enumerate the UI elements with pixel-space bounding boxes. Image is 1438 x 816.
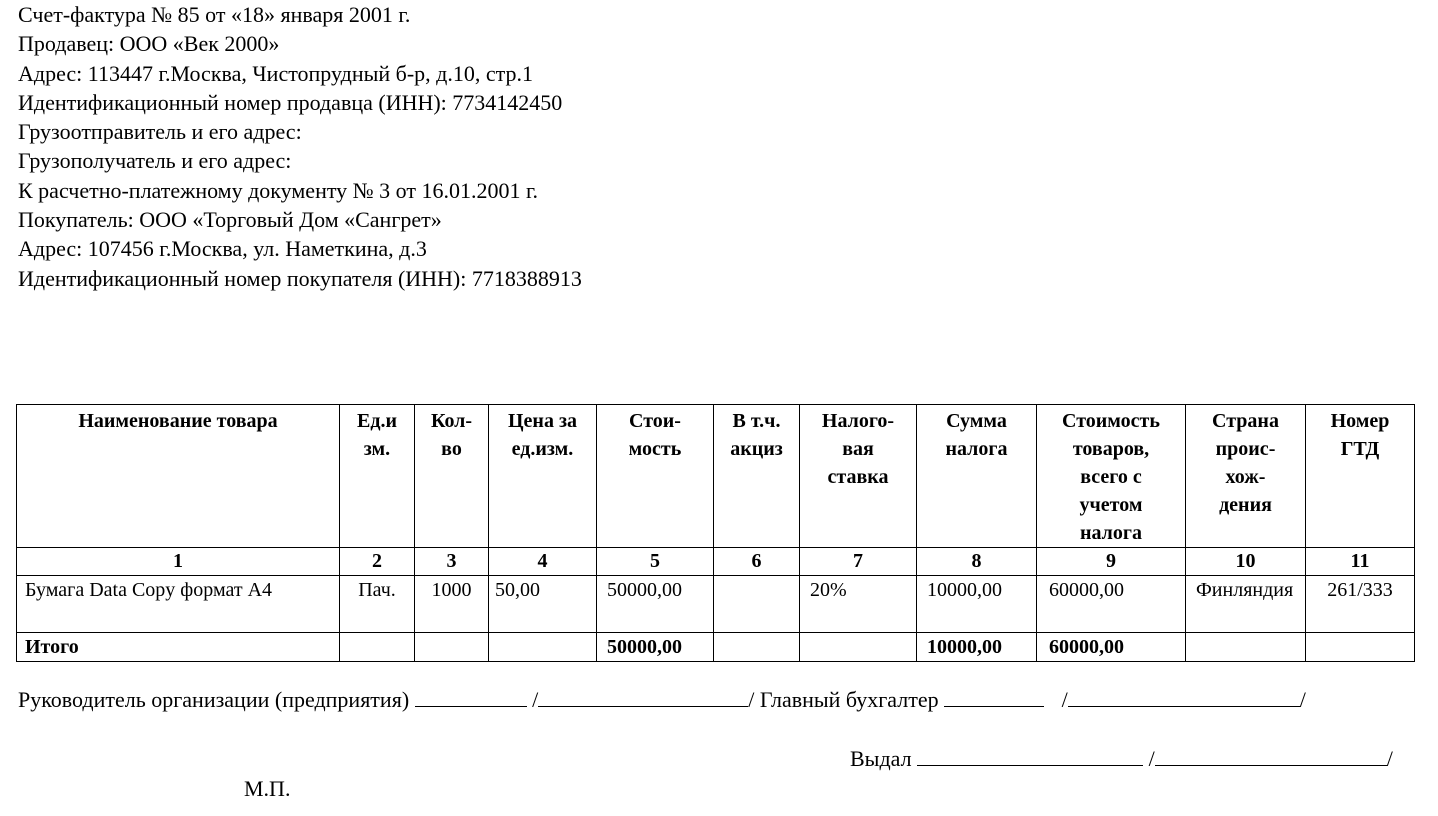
column-number: 4 [489, 548, 597, 576]
totals-tax: 10000,00 [917, 633, 1037, 662]
cell-country: Финляндия [1186, 576, 1306, 633]
shipper-line: Грузоотправитель и его адрес: [18, 119, 302, 145]
issued-name-blank [1155, 745, 1387, 766]
header-cost: Стои- мость [597, 405, 714, 548]
header-tax-amount: Сумма налога [917, 405, 1037, 548]
table-header-row [17, 405, 1415, 548]
cell-unit-price: 50,00 [489, 576, 597, 633]
seller-name: Продавец: ООО «Век 2000» [18, 31, 280, 57]
cell-cost: 50000,00 [597, 576, 714, 633]
column-number: 10 [1186, 548, 1306, 576]
column-number: 9 [1037, 548, 1186, 576]
signature-line-management: Руководитель организации (предприятия) / / Главный бухгалтер / / [18, 687, 1306, 712]
head-name-blank [538, 686, 748, 707]
buyer-name: Покупатель: ООО «Торговый Дом «Сангрет» [18, 207, 442, 233]
totals-empty [1306, 633, 1415, 662]
cell-gtd: 261/333 [1306, 576, 1415, 633]
header-tax-rate: Налого- вая ставка [800, 405, 917, 548]
header-quantity: Кол- во [415, 405, 489, 548]
totals-total: 60000,00 [1037, 633, 1186, 662]
accountant-signature-blank [944, 686, 1044, 707]
column-number-row [17, 548, 1415, 576]
cell-excise [714, 576, 800, 633]
buyer-address: Адрес: 107456 г.Москва, ул. Наметкина, д.3 [18, 236, 427, 262]
totals-cost: 50000,00 [597, 633, 714, 662]
column-number: 2 [340, 548, 415, 576]
cell-total-with-tax: 60000,00 [1037, 576, 1186, 633]
seller-address: Адрес: 113447 г.Москва, Чистопрудный б-р, д.10, стр.1 [18, 60, 534, 86]
totals-empty [714, 633, 800, 662]
signature-line-issued: Выдал / / [850, 746, 1393, 771]
head-signature-blank [415, 686, 527, 707]
stamp-place: М.П. [244, 776, 291, 801]
buyer-inn: Идентификационный номер покупателя (ИНН): 7718388913 [18, 265, 582, 291]
cell-product-name: Бумага Data Copy формат А4 [17, 576, 340, 633]
totals-empty [489, 633, 597, 662]
header-gtd: Номер ГТД [1306, 405, 1415, 548]
column-number: 5 [597, 548, 714, 576]
cell-tax-amount: 10000,00 [917, 576, 1037, 633]
invoice-title: Счет-фактура № 85 от «18» января 2001 г. [18, 2, 411, 27]
totals-row [17, 633, 1415, 662]
totals-label: Итого [17, 633, 340, 662]
column-number: 6 [714, 548, 800, 576]
cell-quantity: 1000 [415, 576, 489, 633]
table-row [17, 576, 1415, 633]
header-country: Страна проис- хож- дения [1186, 405, 1306, 548]
column-number: 11 [1306, 548, 1415, 576]
issued-label: Выдал [850, 746, 912, 771]
head-label: Руководитель организации (предприятия) [18, 687, 410, 712]
cell-tax-rate: 20% [800, 576, 917, 633]
payment-document: К расчетно-платежному документу № 3 от 16.01.2001 г. [18, 177, 539, 203]
header-product-name: Наименование товара [17, 405, 340, 548]
cell-unit: Пач. [340, 576, 415, 633]
totals-empty [340, 633, 415, 662]
column-number: 7 [800, 548, 917, 576]
totals-empty [415, 633, 489, 662]
totals-empty [1186, 633, 1306, 662]
consignee-line: Грузополучатель и его адрес: [18, 148, 292, 174]
header-excise: В т.ч. акциз [714, 405, 800, 548]
column-number: 8 [917, 548, 1037, 576]
accountant-label: Главный бухгалтер [759, 687, 939, 712]
column-number: 3 [415, 548, 489, 576]
seller-inn: Идентификационный номер продавца (ИНН): 7734142450 [18, 89, 563, 115]
totals-empty [800, 633, 917, 662]
header-unit: Ед.и зм. [340, 405, 415, 548]
issued-signature-blank [917, 745, 1143, 766]
header-unit-price: Цена за ед.изм. [489, 405, 597, 548]
column-number: 1 [17, 548, 340, 576]
accountant-name-blank [1068, 686, 1300, 707]
header-total-with-tax: Стоимость товаров, всего с учетом налога [1037, 405, 1186, 548]
invoice-header [18, 0, 582, 293]
invoice-table [16, 404, 1415, 662]
